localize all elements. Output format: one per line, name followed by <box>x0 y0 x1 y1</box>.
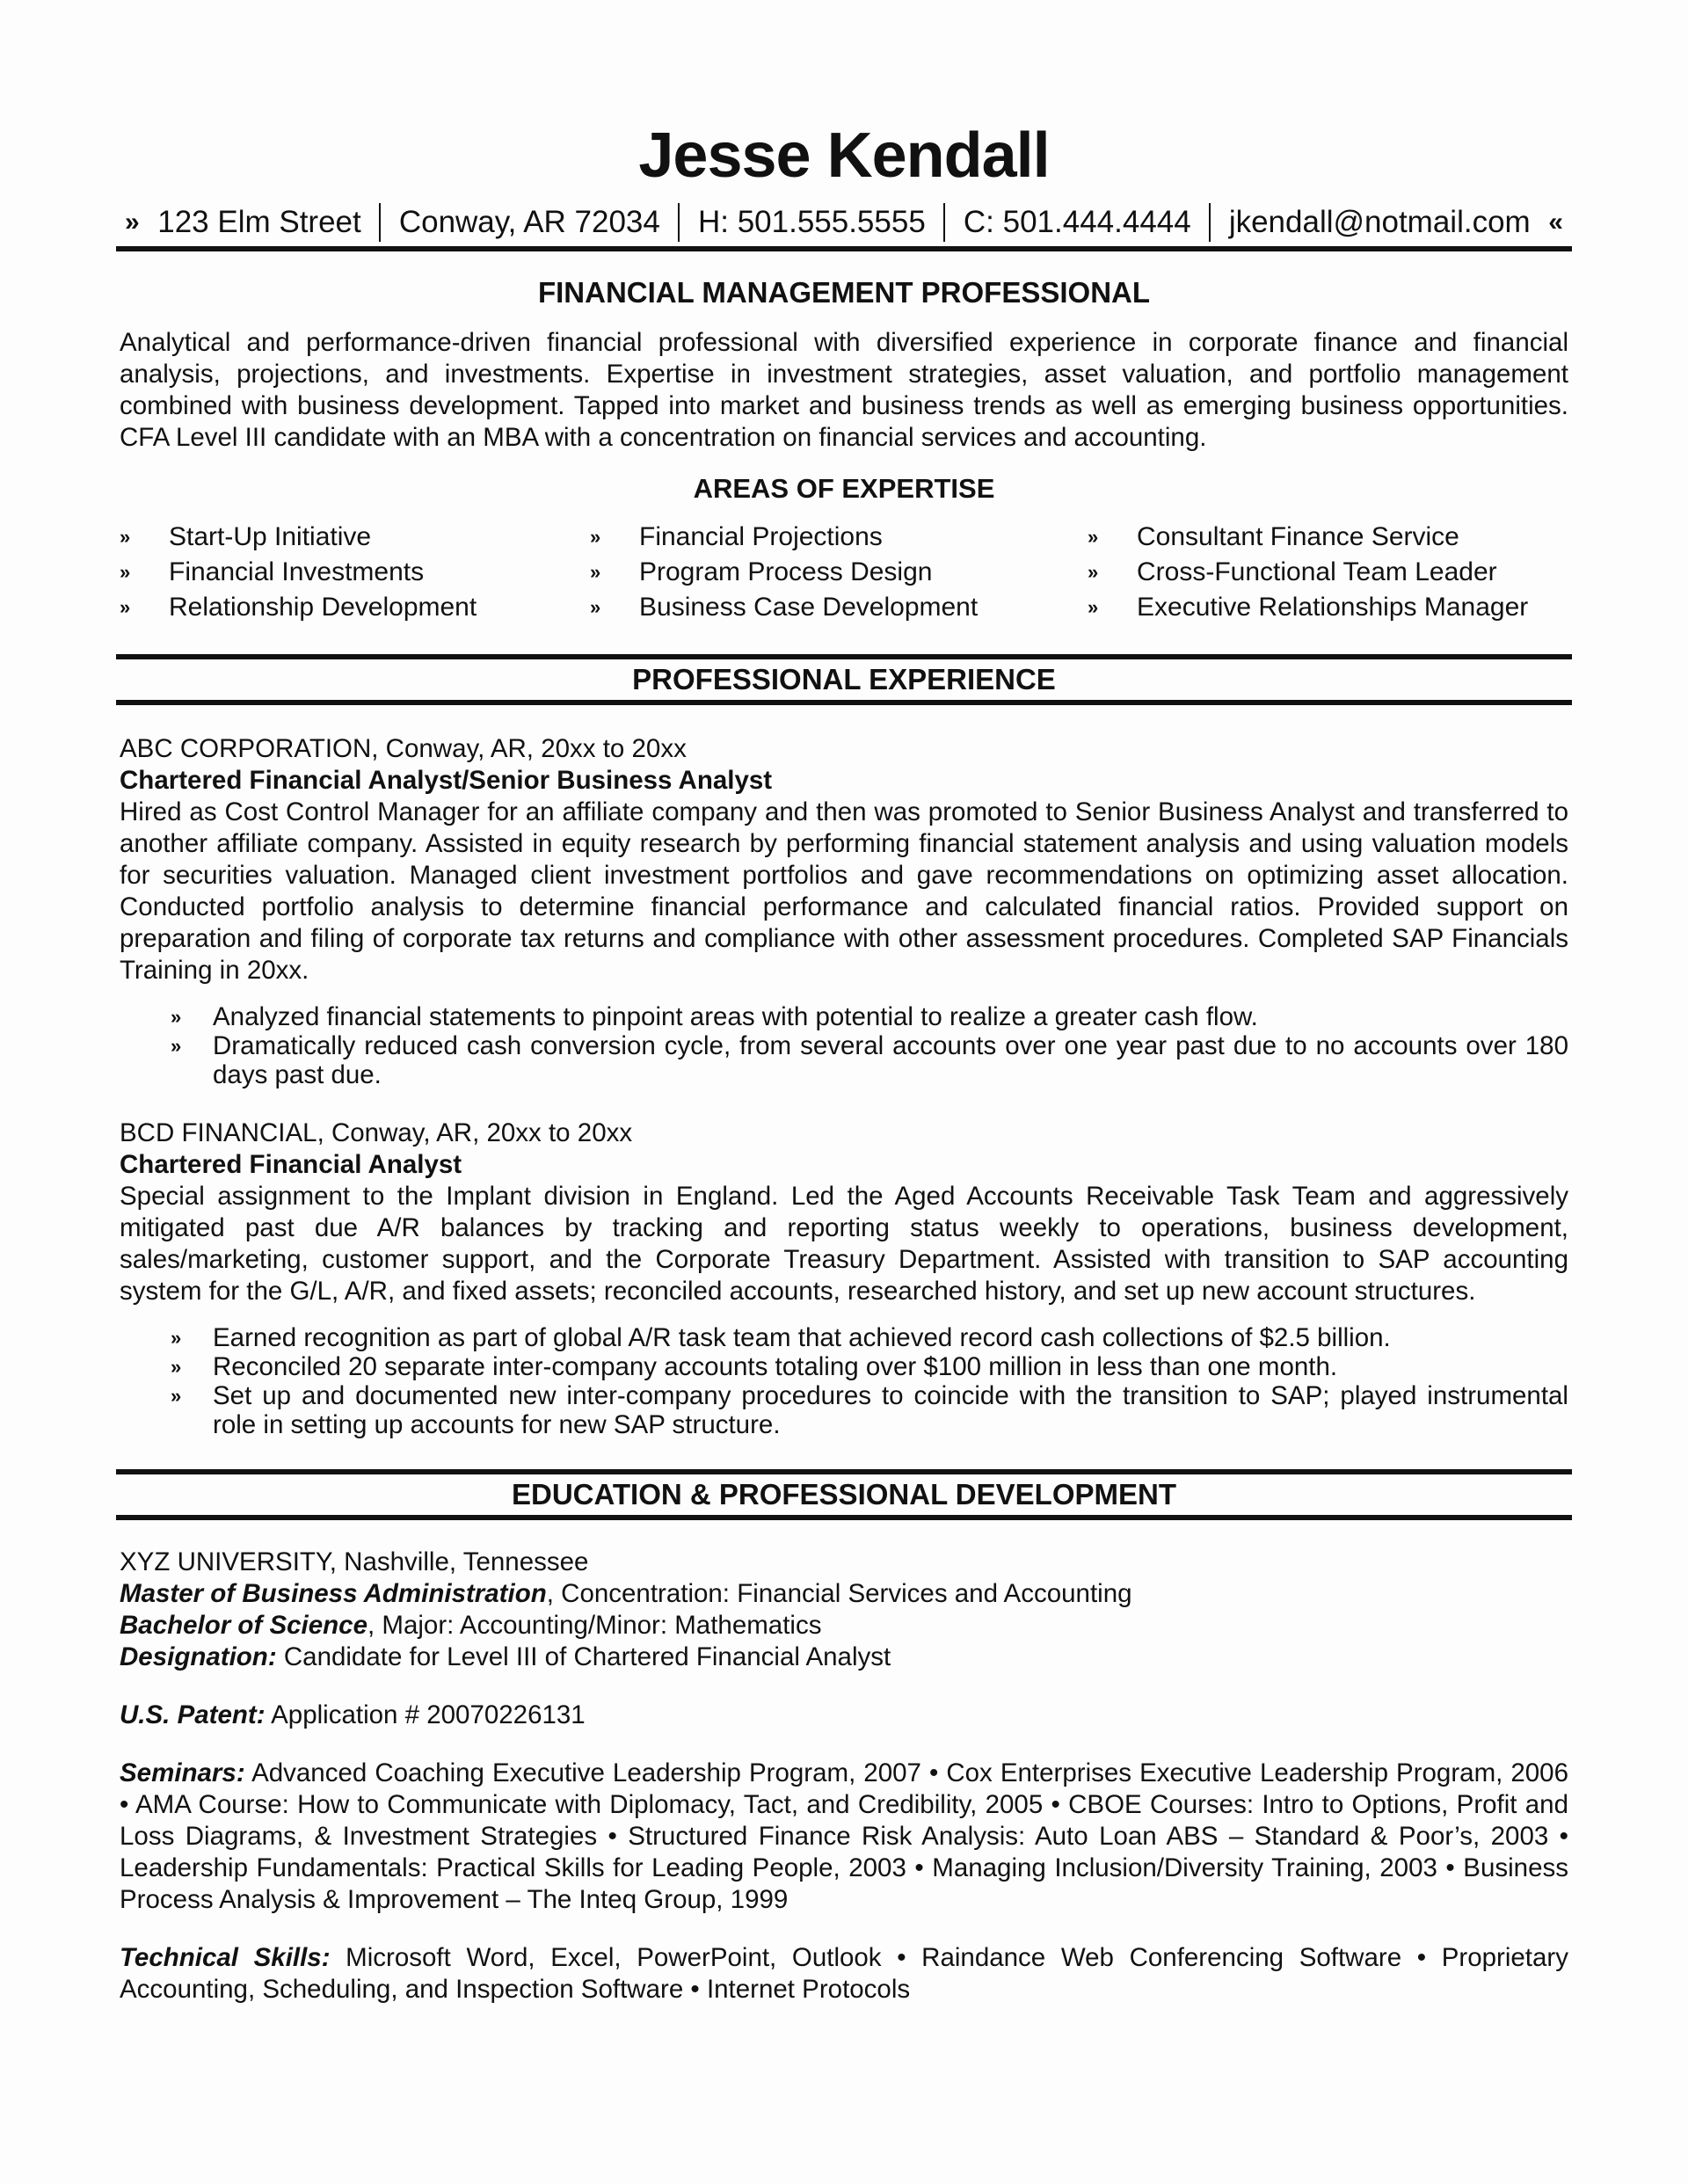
expertise-item <box>586 591 1084 624</box>
expertise-label: Program Process Design <box>639 557 933 586</box>
expertise-label: Consultant Finance Service <box>1137 522 1459 551</box>
education-heading: EDUCATION & PROFESSIONAL DEVELOPMENT <box>116 1469 1572 1520</box>
expertise-item <box>116 591 586 624</box>
job-entry <box>116 1117 1572 1439</box>
expertise-item <box>116 521 586 554</box>
expertise-label: Executive Relationships Manager <box>1137 593 1529 622</box>
achievement-item <box>171 1352 1568 1381</box>
job-company: ABC CORPORATION, Conway, AR, 20xx to 20xx <box>120 734 687 763</box>
divider <box>379 203 381 242</box>
contact-bar <box>116 199 1572 251</box>
achievement-text: Earned recognition as part of global A/R task team that achieved record cash collections of $2.5 billion. <box>213 1323 1391 1352</box>
expertise-item <box>1084 556 1572 589</box>
job-role: Chartered Financial Analyst <box>120 1150 462 1179</box>
expertise-item <box>1084 521 1572 554</box>
degree-line <box>120 1642 1568 1673</box>
bullet-icon: » <box>1088 561 1099 583</box>
expertise-label: Start-Up Initiative <box>169 522 372 551</box>
skills-paragraph <box>120 1942 1568 2006</box>
bullet-icon: » <box>171 1035 182 1057</box>
expertise-label: Relationship Development <box>169 593 477 622</box>
professional-title: FINANCIAL MANAGEMENT PROFESSIONAL <box>537 276 1151 309</box>
achievement-item <box>171 1031 1568 1089</box>
seminars-detail: Advanced Coaching Executive Leadership Program, 2007 • Cox Enterprises Executive Leadership Program, 2006 • AMA Course: How to Communicate with Diplomacy, Tact, and Credibility, 2005 • CBOE Courses: Intro to Options, Profit and Loss Diagrams, & Investment Strategies • Structured Finance Risk Analysis: Auto Loan ABS – Standard & Poor’s, 2003 • Leadership Fundamentals: Practical Skills for Leading People, 2003 • Managing Inclusion/Diversity Training, 2003 • Business Process Analysis & Improvement – The Inteq Group, 1999 <box>120 1758 1568 1914</box>
contact-home-phone: H: 501.555.5555 <box>697 205 926 239</box>
degree-label: Bachelor of Science <box>120 1611 367 1640</box>
seminars-paragraph <box>120 1758 1568 1916</box>
achievement-item <box>171 1323 1568 1352</box>
bullet-icon: » <box>1088 596 1099 618</box>
degree-label: Master of Business Administration <box>120 1579 547 1608</box>
degree-line <box>120 1610 1568 1642</box>
achievement-text: Dramatically reduced cash conversion cycle, from several accounts over one year past due to no accounts over 180 days past due. <box>213 1031 1568 1089</box>
bullet-icon: » <box>171 1006 182 1028</box>
patent-line <box>120 1700 1568 1731</box>
expertise-label: Financial Projections <box>639 522 883 551</box>
resume-page <box>116 0 1572 2006</box>
skills-detail: Microsoft Word, Excel, PowerPoint, Outlook • Raindance Web Conferencing Software • Proprietary Accounting, Scheduling, and Inspection Software • Internet Protocols <box>120 1943 1568 2004</box>
degree-detail: , Major: Accounting/Minor: Mathematics <box>367 1611 822 1640</box>
bullet-icon: » <box>171 1385 182 1407</box>
job-company: BCD FINANCIAL, Conway, AR, 20xx to 20xx <box>120 1118 633 1147</box>
expertise-item <box>1084 591 1572 624</box>
divider <box>1209 203 1211 242</box>
bullet-icon: » <box>120 561 131 583</box>
double-arrow-left-icon: « <box>1548 207 1563 237</box>
skills-label: Technical Skills: <box>120 1943 331 1972</box>
divider <box>943 203 945 242</box>
job-description: Special assignment to the Implant division in England. Led the Aged Accounts Receivable Task Team and aggressively mitigated past due A/R balances by tracking and reporting status weekly to operations, business development, sales/marketing, customer support, and the Corporate Treasury Department. Assisted with transition to SAP accounting system for the G/L, A/R, and fixed assets; reconciled accounts, researched history, and set up new account structures. <box>120 1182 1568 1306</box>
degree-label: Designation: <box>120 1642 277 1671</box>
bullet-icon: » <box>590 561 601 583</box>
expertise-label: Business Case Development <box>639 593 979 622</box>
expertise-item <box>586 556 1084 589</box>
expertise-list <box>116 521 1572 624</box>
degree-detail: Candidate for Level III of Chartered Financial Analyst <box>276 1642 891 1671</box>
seminars-label: Seminars: <box>120 1758 245 1787</box>
job-entry <box>116 733 1572 1089</box>
job-description: Hired as Cost Control Manager for an affiliate company and then was promoted to Senior Business Analyst and transferred to another affiliate company. Assisted in equity research by performing financial statement analysis and using valuation models for securities valuation. Managed client investment portfolios and gave recommendations on optimizing asset allocation. Conducted portfolio analysis to determine financial performance and calculated financial ratios. Provided support on preparation and filing of corporate tax returns and compliance with other assessment procedures. Completed SAP Financials Training in 20xx. <box>120 797 1568 985</box>
job-role: Chartered Financial Analyst/Senior Business Analyst <box>120 766 773 795</box>
expertise-heading: AREAS OF EXPERTISE <box>693 473 995 504</box>
contact-city: Conway, AR 72034 <box>398 205 660 239</box>
achievement-list <box>120 1002 1568 1089</box>
contact-email[interactable]: jkendall@notmail.com <box>1228 205 1531 239</box>
achievement-item <box>171 1381 1568 1439</box>
bullet-icon: » <box>171 1327 182 1349</box>
education-section <box>116 1547 1572 2006</box>
school-name: XYZ UNIVERSITY, Nashville, Tennessee <box>120 1547 589 1576</box>
bullet-icon: » <box>120 596 131 618</box>
bullet-icon: » <box>590 526 601 548</box>
bullet-icon: » <box>171 1356 182 1378</box>
achievement-text: Reconciled 20 separate inter-company accounts totaling over $100 million in less than one month. <box>213 1352 1338 1381</box>
divider <box>678 203 680 242</box>
patent-label: U.S. Patent: <box>120 1700 266 1729</box>
degree-detail: , Concentration: Financial Services and Accounting <box>546 1579 1132 1608</box>
achievement-text: Set up and documented new inter-company procedures to coincide with the transition to SAP; played instrumental role in setting up accounts for new SAP structure. <box>213 1381 1568 1439</box>
bullet-icon: » <box>590 596 601 618</box>
expertise-item <box>586 521 1084 554</box>
degree-line <box>120 1578 1568 1610</box>
summary-paragraph: Analytical and performance-driven financial professional with diversified experience in corporate finance and financial analysis, projections, and investments. Expertise in investment strategies, asset valuation, and portfolio management combined with business development. Tapped into market and business trends as well as emerging business opportunities. CFA Level III candidate with an MBA with a concentration on financial services and accounting. <box>120 328 1568 452</box>
expertise-label: Financial Investments <box>169 557 425 586</box>
expertise-item <box>116 556 586 589</box>
patent-detail: Application # 20070226131 <box>265 1700 586 1729</box>
bullet-icon: » <box>1088 526 1099 548</box>
achievement-item <box>171 1002 1568 1031</box>
achievement-list <box>120 1323 1568 1439</box>
contact-cell-phone: C: 501.444.4444 <box>963 205 1191 239</box>
candidate-name: Jesse Kendall <box>638 120 1050 191</box>
bullet-icon: » <box>120 526 131 548</box>
achievement-text: Analyzed financial statements to pinpoint areas with potential to realize a greater cash flow. <box>213 1002 1258 1031</box>
expertise-label: Cross-Functional Team Leader <box>1137 557 1497 586</box>
double-arrow-right-icon: » <box>125 207 140 237</box>
experience-heading: PROFESSIONAL EXPERIENCE <box>116 654 1572 705</box>
contact-address: 123 Elm Street <box>157 205 361 239</box>
